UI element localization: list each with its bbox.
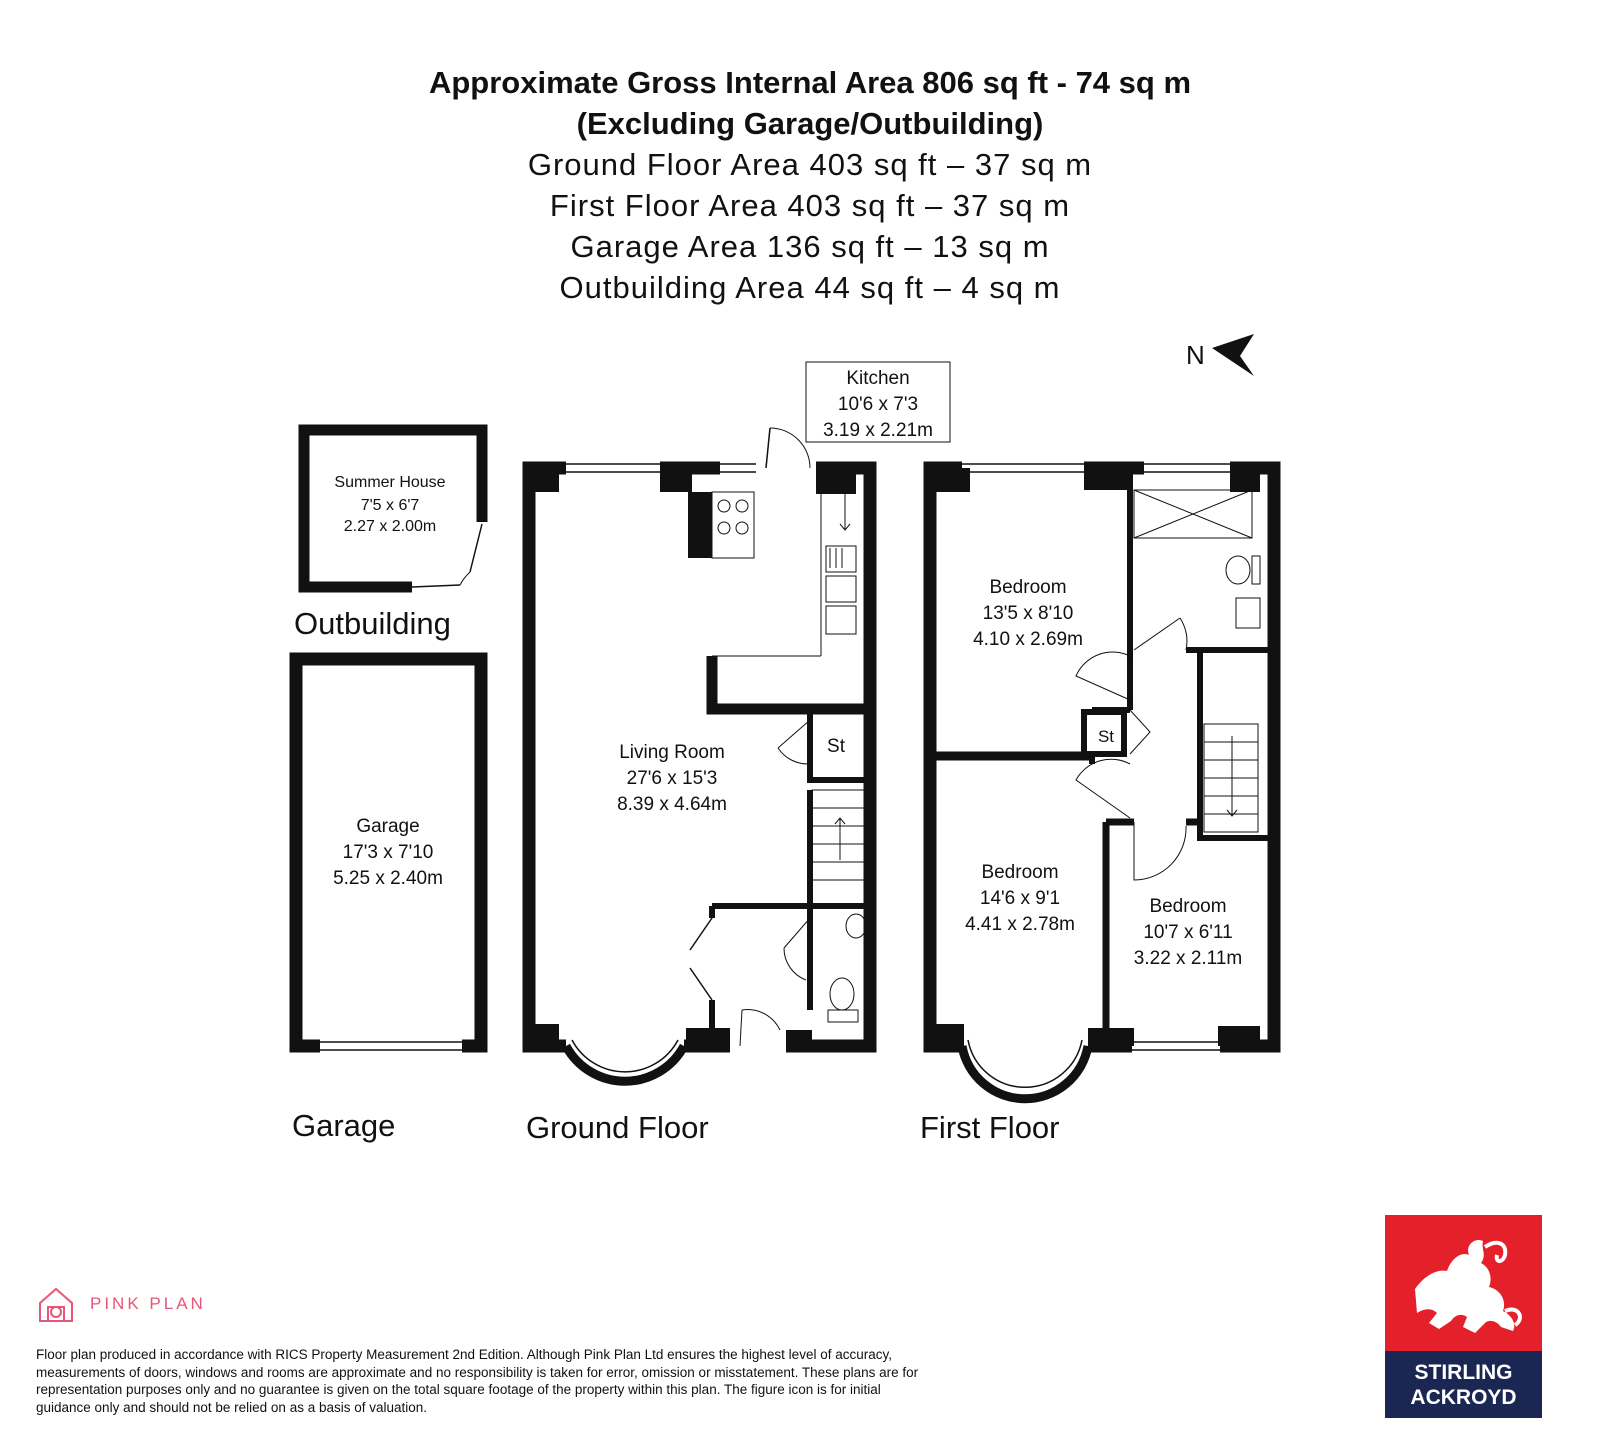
first-floor-plan xyxy=(930,464,1274,1099)
bedroom3-imperial: 10'7 x 6'11 xyxy=(1143,922,1233,943)
ground-floor-area: Ground Floor Area 403 sq ft – 37 sq m xyxy=(527,147,1093,182)
ground-store-label: St xyxy=(827,736,845,757)
summer-house-metric: 2.27 x 2.00m xyxy=(343,518,437,535)
agent-name-line2: ACKROYD xyxy=(1410,1385,1517,1409)
bedroom1-name: Bedroom xyxy=(989,577,1067,598)
kitchen-name: Kitchen xyxy=(846,368,910,389)
living-room-imperial: 27'6 x 15'3 xyxy=(626,768,718,789)
griffin-panel xyxy=(1385,1215,1542,1351)
disclaimer-text: Floor plan produced in accordance with RICS Property Measurement 2nd Edition. Although Pink Plan Ltd ensures the highest level of accuracy, measurements of doors, windows and rooms are approximate and no responsibility is taken for error, omission or misstatement. These plans are for representation purposes only and no guarantee is given on the total square footage of the property within this plan. The figure icon is for initial guidance only and should not be relied on as a basis of valuation. xyxy=(36,1347,919,1415)
first-floor-section-label: First Floor xyxy=(920,1110,1060,1145)
bedroom2-metric: 4.41 x 2.78m xyxy=(965,914,1075,935)
north-label: N xyxy=(1186,340,1205,370)
garage-area: Garage Area 136 sq ft – 13 sq m xyxy=(570,229,1050,264)
griffin-icon xyxy=(1385,1215,1542,1351)
garage-imperial: 17'3 x 7'10 xyxy=(342,842,434,863)
bedroom3-name: Bedroom xyxy=(1149,896,1227,917)
north-arrow-icon xyxy=(1212,334,1254,376)
first-floor-area: First Floor Area 403 sq ft – 37 sq m xyxy=(549,188,1071,223)
bedroom1-metric: 4.10 x 2.69m xyxy=(973,629,1083,650)
agent-name-line1: STIRLING xyxy=(1414,1360,1513,1384)
stirling-ackroyd-logo xyxy=(1385,1215,1542,1418)
living-room-metric: 8.39 x 4.64m xyxy=(617,794,727,815)
bedroom2-imperial: 14'6 x 9'1 xyxy=(979,888,1061,909)
kitchen-imperial: 10'6 x 7'3 xyxy=(837,394,919,415)
gross-area-title: Approximate Gross Internal Area 806 sq ft - 74 sq m xyxy=(428,65,1192,100)
living-room-name: Living Room xyxy=(619,742,725,763)
summer-house-name: Summer House xyxy=(334,474,446,491)
gross-area-note: (Excluding Garage/Outbuilding) xyxy=(576,106,1044,141)
garage-metric: 5.25 x 2.40m xyxy=(333,868,443,889)
kitchen-metric: 3.19 x 2.21m xyxy=(823,420,933,441)
pink-plan-house-icon xyxy=(36,1285,76,1323)
garage-name: Garage xyxy=(356,816,420,837)
agent-name-panel xyxy=(1385,1351,1542,1418)
bedroom2-name: Bedroom xyxy=(981,862,1059,883)
ground-floor-section-label: Ground Floor xyxy=(526,1110,709,1145)
outbuilding-area: Outbuilding Area 44 sq ft – 4 sq m xyxy=(559,270,1061,305)
pink-plan-name: PINK PLAN xyxy=(90,1294,206,1313)
bedroom1-imperial: 13'5 x 8'10 xyxy=(982,603,1074,624)
pink-plan-brand xyxy=(36,1285,206,1323)
summer-house-imperial: 7'5 x 6'7 xyxy=(360,497,420,514)
bedroom3-metric: 3.22 x 2.11m xyxy=(1133,948,1243,969)
garage-section-label: Garage xyxy=(292,1108,396,1143)
outbuilding-section-label: Outbuilding xyxy=(294,606,451,641)
first-store-label: St xyxy=(1097,727,1115,746)
